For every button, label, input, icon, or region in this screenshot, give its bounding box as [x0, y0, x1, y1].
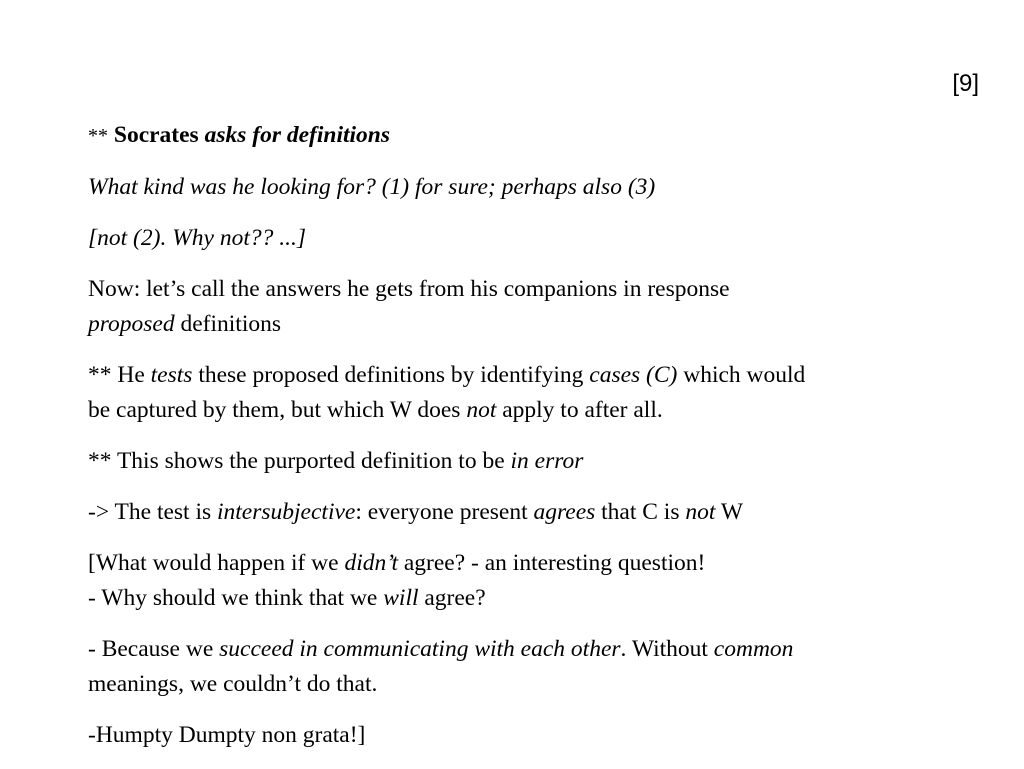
paragraph-proposed-definitions: [88, 272, 968, 342]
intersubjective-text-c: that C is: [595, 499, 686, 525]
common-italic: common: [713, 636, 794, 662]
because-text-b: . Without: [620, 636, 714, 662]
intersubjective-text-a: -> The test is: [88, 499, 217, 525]
tests-text-d: be captured by them, but which W does: [88, 397, 467, 423]
paragraph-humpty-dumpty: [88, 718, 968, 753]
not-italic: not: [466, 397, 497, 423]
tests-text-c: which would: [677, 362, 806, 388]
not-italic-2: not: [685, 499, 716, 525]
agrees-italic: agrees: [533, 499, 596, 525]
proposed-line-1: Now: let’s call the answers he gets from his companions in response: [88, 276, 730, 302]
tests-line-2: [88, 393, 968, 428]
succeed-italic: succeed in communicating with each other: [219, 636, 621, 662]
cases-italic: cases (C): [589, 362, 678, 388]
will-italic: will: [383, 585, 419, 611]
paragraph-in-error: [88, 444, 968, 479]
not-two-text: [not (2). Why not?? ...]: [88, 225, 307, 251]
what-would-line-2: [88, 581, 968, 616]
tests-text-a: ** He: [88, 362, 151, 388]
in-error-text-a: ** This shows the purported definition to be: [88, 448, 511, 474]
intersubjective-text-d: W: [715, 499, 744, 525]
paragraph-intersubjective: [88, 495, 968, 530]
proposed-line-2: [88, 307, 968, 342]
definitions-text: definitions: [174, 311, 282, 337]
what-would-text-a: [What would happen if we: [88, 550, 345, 576]
paragraph-socrates-asks: [88, 118, 968, 154]
tests-text-b: these proposed definitions by identifying: [192, 362, 590, 388]
page-number: [9]: [952, 70, 979, 97]
socrates-text: Socrates: [113, 122, 199, 148]
what-would-text-b: agree? - an interesting question!: [398, 550, 706, 576]
tests-line-1: [88, 358, 968, 393]
proposed-text: proposed: [88, 311, 175, 337]
paragraph-not-two: [88, 221, 968, 256]
paragraph-tests: [88, 358, 968, 428]
because-text-a: - Because we: [88, 636, 220, 662]
because-line-2: meanings, we couldn’t do that.: [88, 671, 378, 697]
paragraph-because: [88, 632, 968, 702]
because-line-1: [88, 632, 968, 667]
intersubjective-italic: intersubjective: [217, 499, 356, 525]
asks-for-definitions-text: asks for definitions: [204, 122, 391, 148]
didnt-italic: didn’t: [344, 550, 398, 576]
slide-body: [88, 118, 968, 769]
in-error-italic: in error: [510, 448, 584, 474]
paragraph-what-kind: [88, 170, 968, 205]
what-would-text-d: agree?: [418, 585, 486, 611]
what-would-text-c: - Why should we think that we: [88, 585, 384, 611]
intersubjective-text-b: : everyone present: [355, 499, 534, 525]
tests-italic: tests: [150, 362, 193, 388]
stars-marker: **: [88, 125, 108, 147]
tests-text-e: apply to after all.: [496, 397, 663, 423]
what-kind-text: What kind was he looking for? (1) for sure; perhaps also (3): [88, 174, 656, 200]
what-would-line-1: [88, 546, 968, 581]
humpty-dumpty-text: -Humpty Dumpty non grata!]: [88, 722, 366, 748]
paragraph-what-would-happen: [88, 546, 968, 616]
